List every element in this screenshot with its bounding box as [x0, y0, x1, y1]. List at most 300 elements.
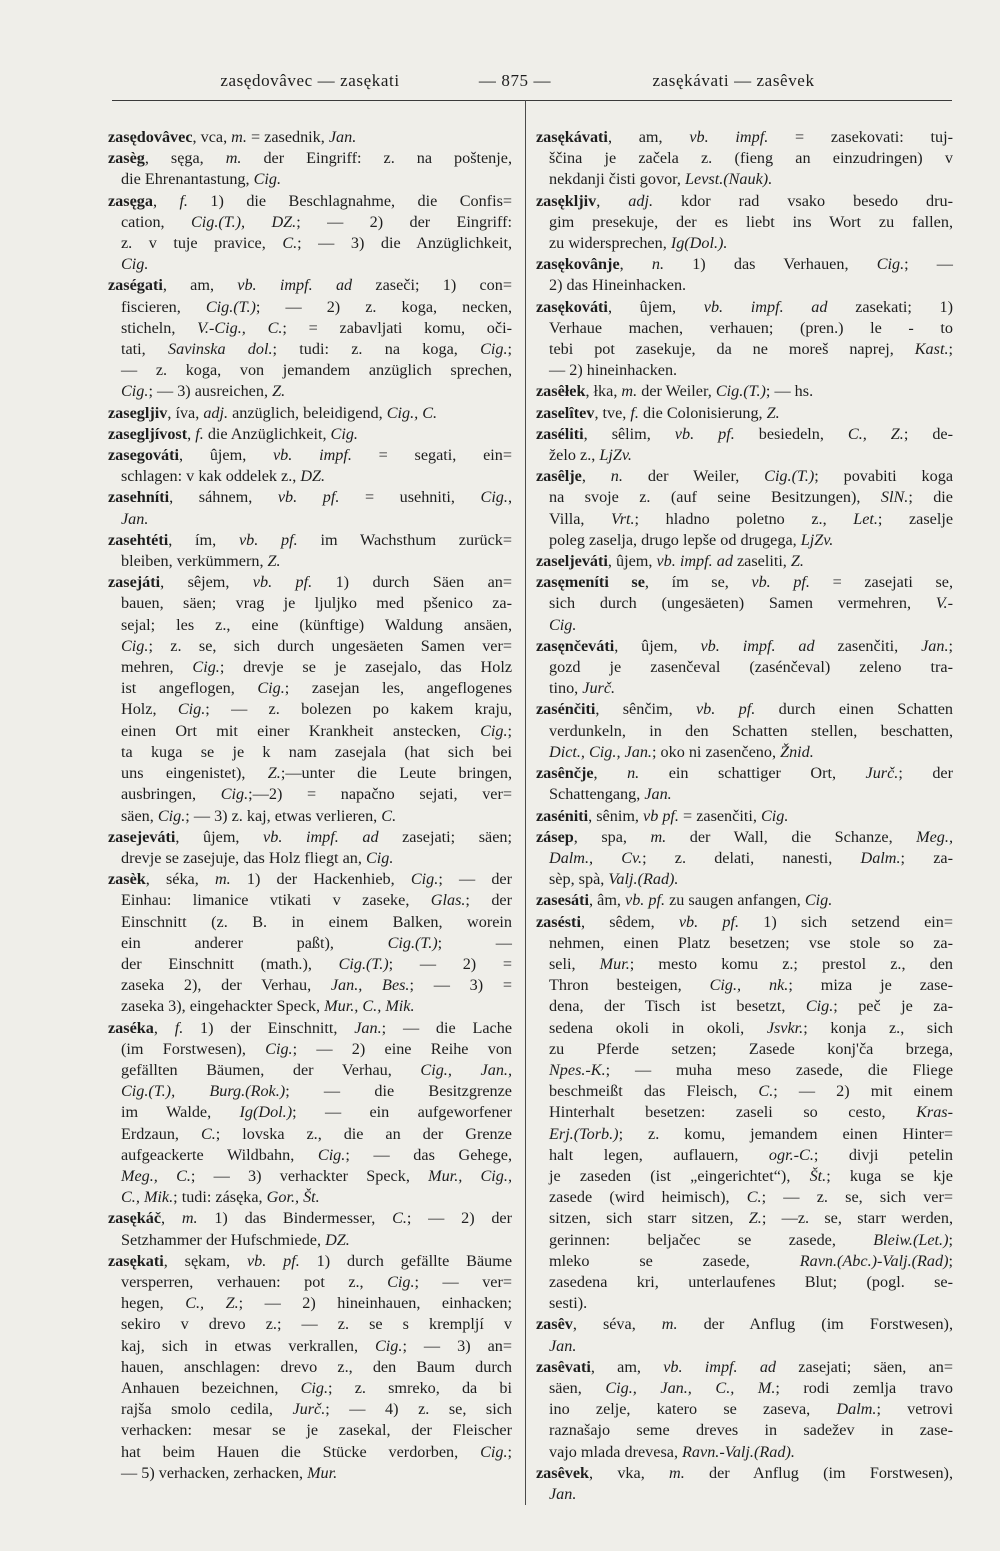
headword: zasénčiti: [536, 700, 596, 719]
dictionary-line: [108, 1208, 512, 1229]
abbreviation: Mur., C., Mik.: [324, 997, 415, 1016]
line-text: halt legen, auflauern,: [549, 1145, 769, 1164]
line-text: zu Pferde setzen; Zasede konj'ča brzega,: [549, 1039, 953, 1058]
line-text: ; —: [904, 255, 953, 274]
line-text: = zasenčiti,: [678, 806, 761, 825]
headword: zasędovâvec: [108, 128, 193, 146]
abbreviation: Cig.: [265, 1039, 293, 1058]
dictionary-line: [536, 1272, 953, 1293]
line-text: , sêlim,: [583, 424, 675, 443]
dictionary-line: [108, 890, 512, 911]
abbreviation: Cig.: [157, 806, 186, 825]
line-text: ,: [153, 1018, 175, 1037]
line-text: nehmen, einen Platz besetzen; vse stole so za-: [549, 933, 953, 952]
dictionary-line: [536, 509, 953, 530]
abbreviation: C., Z.: [185, 1294, 239, 1313]
line-text: , tve,: [594, 403, 631, 422]
dictionary-line: [108, 1166, 512, 1187]
headword: zásep: [536, 827, 574, 846]
line-text: , sęga,: [144, 149, 226, 168]
line-text: nekdanji čisti govor,: [549, 170, 686, 189]
left-column: [108, 127, 512, 1484]
abbreviation: f.: [174, 1018, 184, 1037]
dictionary-line: [536, 1251, 953, 1272]
headword: zasejeváti: [108, 827, 176, 846]
dictionary-line: [108, 297, 512, 318]
line-text: ;: [507, 721, 512, 740]
line-text: raznašajo seme dreves in sadežev in zase-: [549, 1421, 953, 1440]
abbreviation: Cig.: [253, 170, 282, 189]
headword: zasêlje: [536, 467, 582, 486]
abbreviation: vb. pf.: [625, 891, 666, 910]
line-text: zaseči; 1) con=: [352, 276, 512, 295]
dictionary-line: [108, 275, 512, 296]
abbreviation: C.: [392, 1209, 407, 1228]
abbreviation: C., Z.: [847, 424, 904, 443]
abbreviation: C.: [746, 1188, 762, 1207]
line-text: ist angeflogen,: [121, 679, 258, 698]
line-text: drevje se zasejuje, das Holz fliegt an,: [121, 848, 366, 867]
dictionary-line: [108, 678, 512, 699]
abbreviation: vb. impf. ad: [700, 636, 815, 655]
dictionary-line: [536, 1166, 953, 1187]
dictionary-line: [536, 212, 953, 233]
dictionary-line: [108, 742, 512, 763]
dictionary-line: [108, 996, 512, 1017]
abbreviation: Cig.: [480, 488, 508, 507]
dictionary-line: [108, 975, 512, 996]
dictionary-line: [108, 551, 512, 572]
abbreviation: Cig.: [410, 870, 439, 889]
line-text: verhacken: mesar se je zasekal, der Fleischer: [121, 1421, 512, 1440]
line-text: Anhauen bezeichnen,: [121, 1378, 301, 1397]
line-text: ,: [619, 255, 652, 274]
abbreviation: Cig.: [804, 891, 833, 910]
abbreviation: SlN.: [880, 488, 909, 507]
line-text: ; konja z., sich: [803, 1018, 953, 1037]
abbreviation: V.-Cig., C.: [197, 318, 283, 337]
line-text: 1) das Bindermesser,: [197, 1209, 393, 1228]
line-text: Einhau: limanice vtikati v zaseke,: [121, 891, 431, 910]
line-text: ; — z. se, sich ver=: [761, 1188, 953, 1207]
abbreviation: Let.: [853, 509, 878, 528]
line-text: einen Ort mit einer Krankheit anstecken,: [121, 721, 481, 740]
abbreviation: Savinska dol.: [168, 340, 273, 359]
line-text: , ûjem,: [179, 446, 273, 465]
dictionary-line: [536, 848, 953, 869]
line-text: , ím,: [168, 530, 239, 549]
abbreviation: Levst.(Nauk).: [685, 170, 773, 189]
dictionary-line: [536, 1420, 953, 1441]
line-text: želo z.,: [549, 446, 600, 465]
dictionary-line: [536, 424, 953, 445]
line-text: , ûjem,: [614, 636, 701, 655]
line-text: ; vetrovi: [876, 1400, 953, 1419]
line-text: kaj, sich in etwas verkrallen,: [121, 1336, 375, 1355]
page-number: — 875 —: [478, 71, 552, 90]
headword: zasękávati: [536, 128, 608, 146]
line-text: ; der: [898, 764, 954, 783]
abbreviation: C.: [200, 1124, 216, 1143]
dictionary-line: [536, 1145, 953, 1166]
abbreviation: Cig.: [480, 721, 508, 740]
line-text: , íva,: [167, 403, 204, 422]
abbreviation: Dalm.: [860, 848, 901, 867]
line-text: ; — muha meso zasede, die Fliege: [605, 1060, 953, 1079]
line-text: , ûjem,: [175, 827, 264, 846]
headword: zasênčje: [536, 764, 594, 783]
dictionary-line: [108, 1251, 512, 1272]
abbreviation: Cig.: [480, 1442, 508, 1461]
abbreviation: Ig(Dol.): [239, 1103, 293, 1122]
line-text: ; — 2) der Eingriff:: [296, 212, 512, 231]
line-text: säen,: [549, 1378, 606, 1397]
abbreviation: Jan.: [354, 1018, 382, 1037]
line-text: mleko se zasede,: [549, 1251, 800, 1270]
dictionary-line: [108, 1187, 512, 1208]
line-text: ta kuga se je k nam zasejala (hat sich bei: [121, 742, 512, 761]
line-text: ; — 2) z. koga, necken,: [255, 297, 512, 316]
line-text: Erdzaun,: [121, 1124, 201, 1143]
line-text: ; — 3) z. kaj, etwas verlieren,: [185, 806, 382, 825]
line-text: , âm,: [589, 891, 626, 910]
column-divider: [525, 100, 526, 1505]
line-text: 1) der Hackenhieb,: [230, 870, 411, 889]
line-text: schlagen: v kak oddelek z.,: [121, 467, 301, 486]
headword: zasękováti: [536, 297, 608, 316]
line-text: Villa,: [549, 509, 612, 528]
dictionary-line: [536, 827, 953, 848]
line-text: = zasejati se,: [809, 573, 953, 592]
line-text: hauen, anschlagen: drevo z., den Baum durch: [121, 1357, 512, 1376]
line-text: ; — 2) =: [388, 954, 512, 973]
header-guide-words-left: zasędovâvec — zasękati: [220, 71, 400, 90]
dictionary-line: [108, 1081, 512, 1102]
headword: zasèk: [108, 870, 146, 889]
line-text: ; — 2) der: [406, 1209, 513, 1228]
line-text: ; — 3) an=: [402, 1336, 513, 1355]
dictionary-line: [108, 1442, 512, 1463]
abbreviation: m.: [225, 149, 242, 168]
line-text: säen,: [121, 806, 158, 825]
dictionary-line: [536, 975, 953, 996]
dictionary-line: [536, 318, 953, 339]
line-text: im Wachsthum zurück=: [297, 530, 512, 549]
abbreviation: Cig.(T.): [715, 382, 766, 401]
line-text: durch einen Schatten: [755, 700, 953, 719]
abbreviation: vb. impf. ad: [263, 827, 379, 846]
line-text: rajša smolo cedila,: [121, 1400, 293, 1419]
dictionary-line: [108, 721, 512, 742]
line-text: ; = zabavljati komu, oči-: [282, 318, 512, 337]
line-text: zasedena kri, unterlaufenes Blut; (pogl. se-: [549, 1272, 953, 1291]
abbreviation: Št.: [809, 1166, 827, 1185]
abbreviation: C.: [758, 1082, 774, 1101]
abbreviation: Z.: [748, 1209, 762, 1228]
abbreviation: Jan.: [549, 1336, 577, 1355]
abbreviation: Erj.(Torb.): [549, 1124, 619, 1143]
line-text: ; — ein aufgeworfener: [292, 1103, 512, 1122]
line-text: ;: [948, 636, 954, 655]
line-text: ; — 3) =: [409, 976, 512, 995]
abbreviation: LjZv.: [800, 530, 834, 549]
abbreviation: Cig.: [220, 785, 249, 804]
line-text: , ím se,: [644, 573, 752, 592]
headword: zaségati: [108, 276, 163, 295]
abbreviation: C.: [282, 234, 298, 253]
headword: zasêłek: [536, 382, 586, 401]
line-text: ; miza je zase-: [788, 976, 953, 995]
line-text: ; peč je za-: [833, 997, 953, 1016]
abbreviation: DZ.: [325, 1230, 350, 1249]
dictionary-line: [108, 403, 512, 424]
line-text: ; de-: [903, 424, 953, 443]
dictionary-line: [536, 233, 953, 254]
dictionary-line: [108, 593, 512, 614]
dictionary-line: [536, 806, 953, 827]
dictionary-line: [536, 360, 953, 381]
abbreviation: Vrt.: [611, 509, 635, 528]
line-text: ,: [593, 764, 628, 783]
line-text: 1) sich setzend ein=: [739, 912, 954, 931]
abbreviation: Valj.(Rad).: [608, 870, 679, 889]
abbreviation: Jan.: [328, 128, 357, 146]
abbreviation: m.: [181, 1209, 198, 1228]
line-text: zasejati; säen;: [378, 827, 512, 846]
line-text: der Wall, die Schanze,: [666, 827, 917, 846]
line-text: = zasekovati: tuj-: [768, 128, 953, 146]
dictionary-line: [536, 678, 953, 699]
line-text: , sêjem,: [160, 573, 253, 592]
dictionary-line: [536, 297, 953, 318]
line-text: , séka,: [145, 870, 215, 889]
abbreviation: Meg., C.: [121, 1166, 191, 1185]
abbreviation: Cig.(T.): [338, 954, 389, 973]
line-text: ; — der: [438, 870, 512, 889]
line-text: ,: [161, 1209, 182, 1228]
line-text: , spa,: [573, 827, 651, 846]
line-text: ; — die Lache: [381, 1018, 513, 1037]
abbreviation: Jsvkr.: [766, 1018, 804, 1037]
dictionary-line: [108, 1039, 512, 1060]
headword: zasękljiv: [536, 191, 597, 210]
line-text: sedena okoli in okoli,: [549, 1018, 767, 1037]
headword: zasegováti: [108, 446, 180, 465]
dictionary-line: [108, 763, 512, 784]
dictionary-line: [108, 1399, 512, 1420]
headword: zasêv: [536, 1315, 573, 1334]
abbreviation: Gor., Št.: [266, 1188, 320, 1207]
line-text: , séva,: [572, 1315, 662, 1334]
dictionary-line: [536, 530, 953, 551]
line-text: ,: [187, 424, 196, 443]
abbreviation: f.: [179, 191, 188, 210]
line-text: ; zasejan les, angeflogenes: [284, 679, 512, 698]
headword: zasegljívost: [108, 424, 188, 443]
line-text: der Anflug (im Forstwesen),: [684, 1463, 953, 1482]
line-text: ein anderer paßt),: [121, 933, 388, 952]
line-text: der Weiler,: [622, 467, 765, 486]
dictionary-line: [108, 572, 512, 593]
line-text: versperren, verhauen: pot z.,: [121, 1272, 388, 1291]
abbreviation: Jurč.: [582, 679, 616, 698]
headword: zasehníti: [108, 488, 170, 507]
dictionary-line: [108, 1124, 512, 1145]
abbreviation: Cig.(T.): [205, 297, 256, 316]
line-text: sich durch (ungesäeten) Samen vermehren,: [549, 594, 936, 613]
abbreviation: vb. impf.: [273, 446, 352, 465]
dictionary-line: [536, 1314, 953, 1335]
dictionary-line: [536, 890, 953, 911]
headword: zasêvati: [536, 1357, 591, 1376]
dictionary-line: [108, 869, 512, 890]
abbreviation: Z.: [272, 382, 286, 401]
headword: zaséniti: [536, 806, 589, 825]
abbreviation: Jurč.: [865, 764, 899, 783]
abbreviation: V.-: [935, 594, 953, 613]
dictionary-line: [536, 912, 953, 933]
line-text: mehren,: [121, 658, 193, 677]
dictionary-line: [108, 1060, 512, 1081]
dictionary-line: [536, 784, 953, 805]
abbreviation: Cig.: [121, 255, 149, 274]
line-text: ;: [507, 1442, 512, 1461]
line-text: tino,: [549, 679, 583, 698]
headword: zasejáti: [108, 573, 161, 592]
abbreviation: Ravn.-Valj.(Rad).: [682, 1442, 795, 1461]
abbreviation: Cig.: [805, 997, 834, 1016]
dictionary-line: [108, 169, 512, 190]
abbreviation: vb. impf.: [689, 128, 769, 146]
headword: zasęmeníti se: [536, 573, 645, 592]
abbreviation: Glas.: [430, 891, 466, 910]
abbreviation: C., Mik.: [121, 1188, 174, 1207]
line-text: ; divji petelin: [813, 1145, 953, 1164]
headword: zasękáč: [108, 1209, 162, 1228]
dictionary-line: [108, 1272, 512, 1293]
abbreviation: vb. impf. ad: [663, 1357, 777, 1376]
dictionary-line: [536, 127, 953, 148]
abbreviation: Jurč.: [292, 1400, 326, 1419]
dictionary-line: [536, 1187, 953, 1208]
headword: zaséliti: [536, 424, 584, 443]
headword: zasęga: [108, 191, 153, 210]
line-text: zasede (wird heimisch),: [549, 1188, 747, 1207]
abbreviation: vb. pf.: [695, 700, 756, 719]
dictionary-line: [536, 721, 953, 742]
dictionary-line: [108, 1463, 512, 1484]
abbreviation: Jan.: [549, 1485, 577, 1503]
abbreviation: Cig.: [387, 1272, 415, 1291]
abbreviation: vb pf.: [643, 806, 679, 825]
abbreviation: Cig.(T.), DZ.: [190, 212, 297, 231]
dictionary-line: [536, 148, 953, 169]
abbreviation: Cig.: [121, 382, 149, 401]
line-text: Einschnitt (z. B. in einem Balken, worein: [121, 912, 512, 931]
abbreviation: Meg.,: [916, 827, 953, 846]
line-text: ;: [948, 1251, 953, 1270]
line-text: poleg zaselja, drugo lepše od drugega,: [549, 530, 801, 549]
line-text: 1) die Beschlagnahme, die Confis=: [187, 191, 513, 210]
line-text: 1) durch gefällte Bäume: [299, 1251, 513, 1270]
line-text: ,: [596, 191, 629, 210]
dictionary-line: [108, 784, 512, 805]
dictionary-line: [108, 912, 512, 933]
abbreviation: m.: [621, 382, 638, 401]
line-text: der Eingriff: z. na poštenje,: [241, 149, 513, 168]
dictionary-line: [108, 254, 512, 275]
headword: zasêvek: [536, 1463, 590, 1482]
line-text: kdor rad vsako besedo dru-: [653, 191, 954, 210]
dictionary-line: [536, 763, 953, 784]
abbreviation: Ig(Dol.).: [670, 234, 728, 253]
abbreviation: n.: [627, 764, 640, 783]
line-text: zasejati; säen, an=: [776, 1357, 954, 1376]
abbreviation: Kras-: [916, 1103, 953, 1122]
abbreviation: Cig.: [257, 679, 285, 698]
line-text: ; drevje se je zasejalo, das Holz: [219, 658, 513, 677]
line-text: zu saugen anfangen,: [665, 891, 805, 910]
dictionary-line: [536, 1336, 953, 1357]
headword: zasegljiv: [108, 403, 168, 422]
dictionary-line: [108, 1420, 512, 1441]
abbreviation: Cig.: [177, 700, 206, 719]
dictionary-line: [108, 1102, 512, 1123]
dictionary-line: [536, 403, 953, 424]
abbreviation: Cig., nk.: [709, 976, 789, 995]
line-text: ;—unter die Leute bringen,: [280, 764, 512, 783]
dictionary-line: [536, 1018, 953, 1039]
line-text: cation,: [121, 212, 191, 231]
dictionary-line: [536, 1081, 953, 1102]
line-text: besiedeln,: [734, 424, 848, 443]
dictionary-line: [108, 1230, 512, 1251]
line-text: 1) das Verhauen,: [664, 255, 877, 274]
abbreviation: Ravn.(Abc.)-Valj.(Rad): [799, 1251, 949, 1270]
line-text: , sękam,: [163, 1251, 247, 1270]
headword: zaseljeváti: [536, 552, 608, 571]
abbreviation: Jan.: [921, 636, 949, 655]
line-text: ; — hs.: [765, 382, 814, 401]
abbreviation: DZ.: [300, 467, 326, 486]
line-text: zaseka 3), eingehackter Speck,: [121, 997, 325, 1016]
headword: zasèg: [108, 149, 145, 168]
line-text: vajo mlada drevesa,: [549, 1442, 683, 1461]
abbreviation: Npes.-K.: [549, 1060, 606, 1079]
abbreviation: ogr.-C.: [768, 1145, 814, 1164]
dictionary-line: [108, 127, 512, 148]
dictionary-line: [536, 551, 953, 572]
line-text: , vca,: [192, 128, 232, 146]
line-text: ; tudi: zásęka,: [173, 1188, 267, 1207]
line-text: ,: [581, 467, 611, 486]
abbreviation: m.: [661, 1315, 678, 1334]
line-text: gozd je zasenčeval (zasénčeval) zeleno tra-: [549, 658, 953, 677]
dictionary-line: [536, 593, 953, 614]
dictionary-line: [536, 1208, 953, 1229]
line-text: ; rodi zemlja travo: [775, 1378, 953, 1397]
line-text: ,: [152, 191, 180, 210]
headword: zasękovânje: [536, 255, 620, 274]
line-text: , am,: [590, 1357, 664, 1376]
line-text: die Ehrenantastung,: [121, 170, 254, 189]
abbreviation: Z.: [790, 552, 804, 571]
abbreviation: m.: [650, 827, 667, 846]
abbreviation: adj.: [203, 403, 229, 422]
dictionary-line: [536, 636, 953, 657]
abbreviation: Cig., Jan., C., M.: [605, 1378, 776, 1397]
dictionary-line: [108, 487, 512, 508]
